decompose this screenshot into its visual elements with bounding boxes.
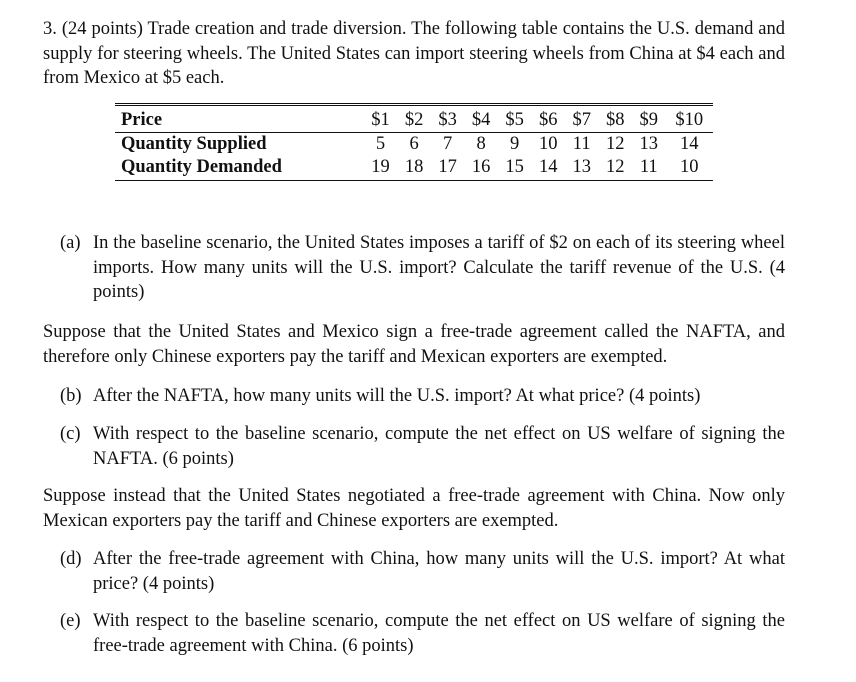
supply-demand-table [115,103,713,181]
nafta-scenario-text: Suppose that the United States and Mexico sign a free-trade agreement called the NAFTA, and therefore only Chinese exporters pay the tariff and Mexican exporters are exempted. [43,322,785,367]
table-cell: $3 [431,105,465,133]
question-c [60,422,785,471]
table-cell: $2 [397,105,431,133]
table-cell: 12 [606,157,625,177]
question-a [60,231,785,305]
table-cell: 17 [438,157,457,177]
question-a-label: (a) [60,233,81,253]
question-c-label: (c) [60,424,81,444]
table-cell: 15 [505,157,524,177]
question-a-text: In the baseline scenario, the United States imposes a tariff of $2 on each of its steering wheel imports. How many units will the U.S. import? Calculate the tariff revenue of the U.S. (4 points) [93,233,785,302]
table-cell: 13 [572,157,591,177]
table-cell: 11 [639,157,658,177]
row-label: Price [115,105,364,133]
table-cell: $5 [498,105,532,133]
table-cell: $10 [666,105,713,133]
quantity-demanded-row [115,156,713,181]
table-cell: 6 [409,134,419,154]
row-label: Quantity Demanded [121,157,282,177]
table-cell: 18 [404,157,424,177]
table-cell: $6 [531,105,565,133]
table-cell: 7 [442,134,453,154]
quantity-supplied-row [115,133,713,157]
china-scenario-text: Suppose instead that the United States negotiated a free-trade agreement with China. Now only Mexican exporters pay the tariff and Chinese exporters are exempted. [43,486,785,531]
table-cell: 14 [680,134,699,154]
table-cell: 14 [538,157,558,177]
question-c-text: With respect to the baseline scenario, compute the net effect on US welfare of signing the NAFTA. (6 points) [93,424,785,469]
question-b-text: After the NAFTA, how many units will the U.S. import? At what price? (4 points) [93,386,701,406]
table-cell: 13 [639,134,659,154]
row-label: Quantity Supplied [121,134,267,154]
question-d-label: (d) [60,549,82,569]
question-intro: 3. (24 points) Trade creation and trade diversion. The following table contains the U.S. demand and supply for steering wheels. The United States can import steering wheels from China at $4 each and from Mexico at $5 each. [43,19,785,88]
table-cell: $9 [632,105,666,133]
table-cell: 12 [606,134,625,154]
question-d [60,547,785,596]
table-cell: 10 [538,134,558,154]
table-cell: 5 [375,134,386,154]
question-e-text: With respect to the baseline scenario, compute the net effect on US welfare of signing the free-trade agreement with China. (6 points) [93,611,785,656]
table-cell: $4 [464,105,498,133]
table-cell: 10 [680,157,699,177]
table-cell: 8 [476,134,486,154]
table-cell: 9 [510,134,520,154]
table-cell: $8 [598,105,632,133]
table-cell: $7 [565,105,599,133]
table-cell: 16 [471,157,491,177]
question-e-label: (e) [60,611,81,631]
table-cell: 19 [371,157,390,177]
question-d-text: After the free-trade agreement with China, how many units will the U.S. import? At what price? (4 points) [93,549,785,594]
question-b-label: (b) [60,386,82,406]
table-cell: $1 [364,105,398,133]
question-b [60,384,785,409]
question-e [60,609,785,658]
table-cell: 11 [572,134,591,154]
price-row [115,105,713,133]
